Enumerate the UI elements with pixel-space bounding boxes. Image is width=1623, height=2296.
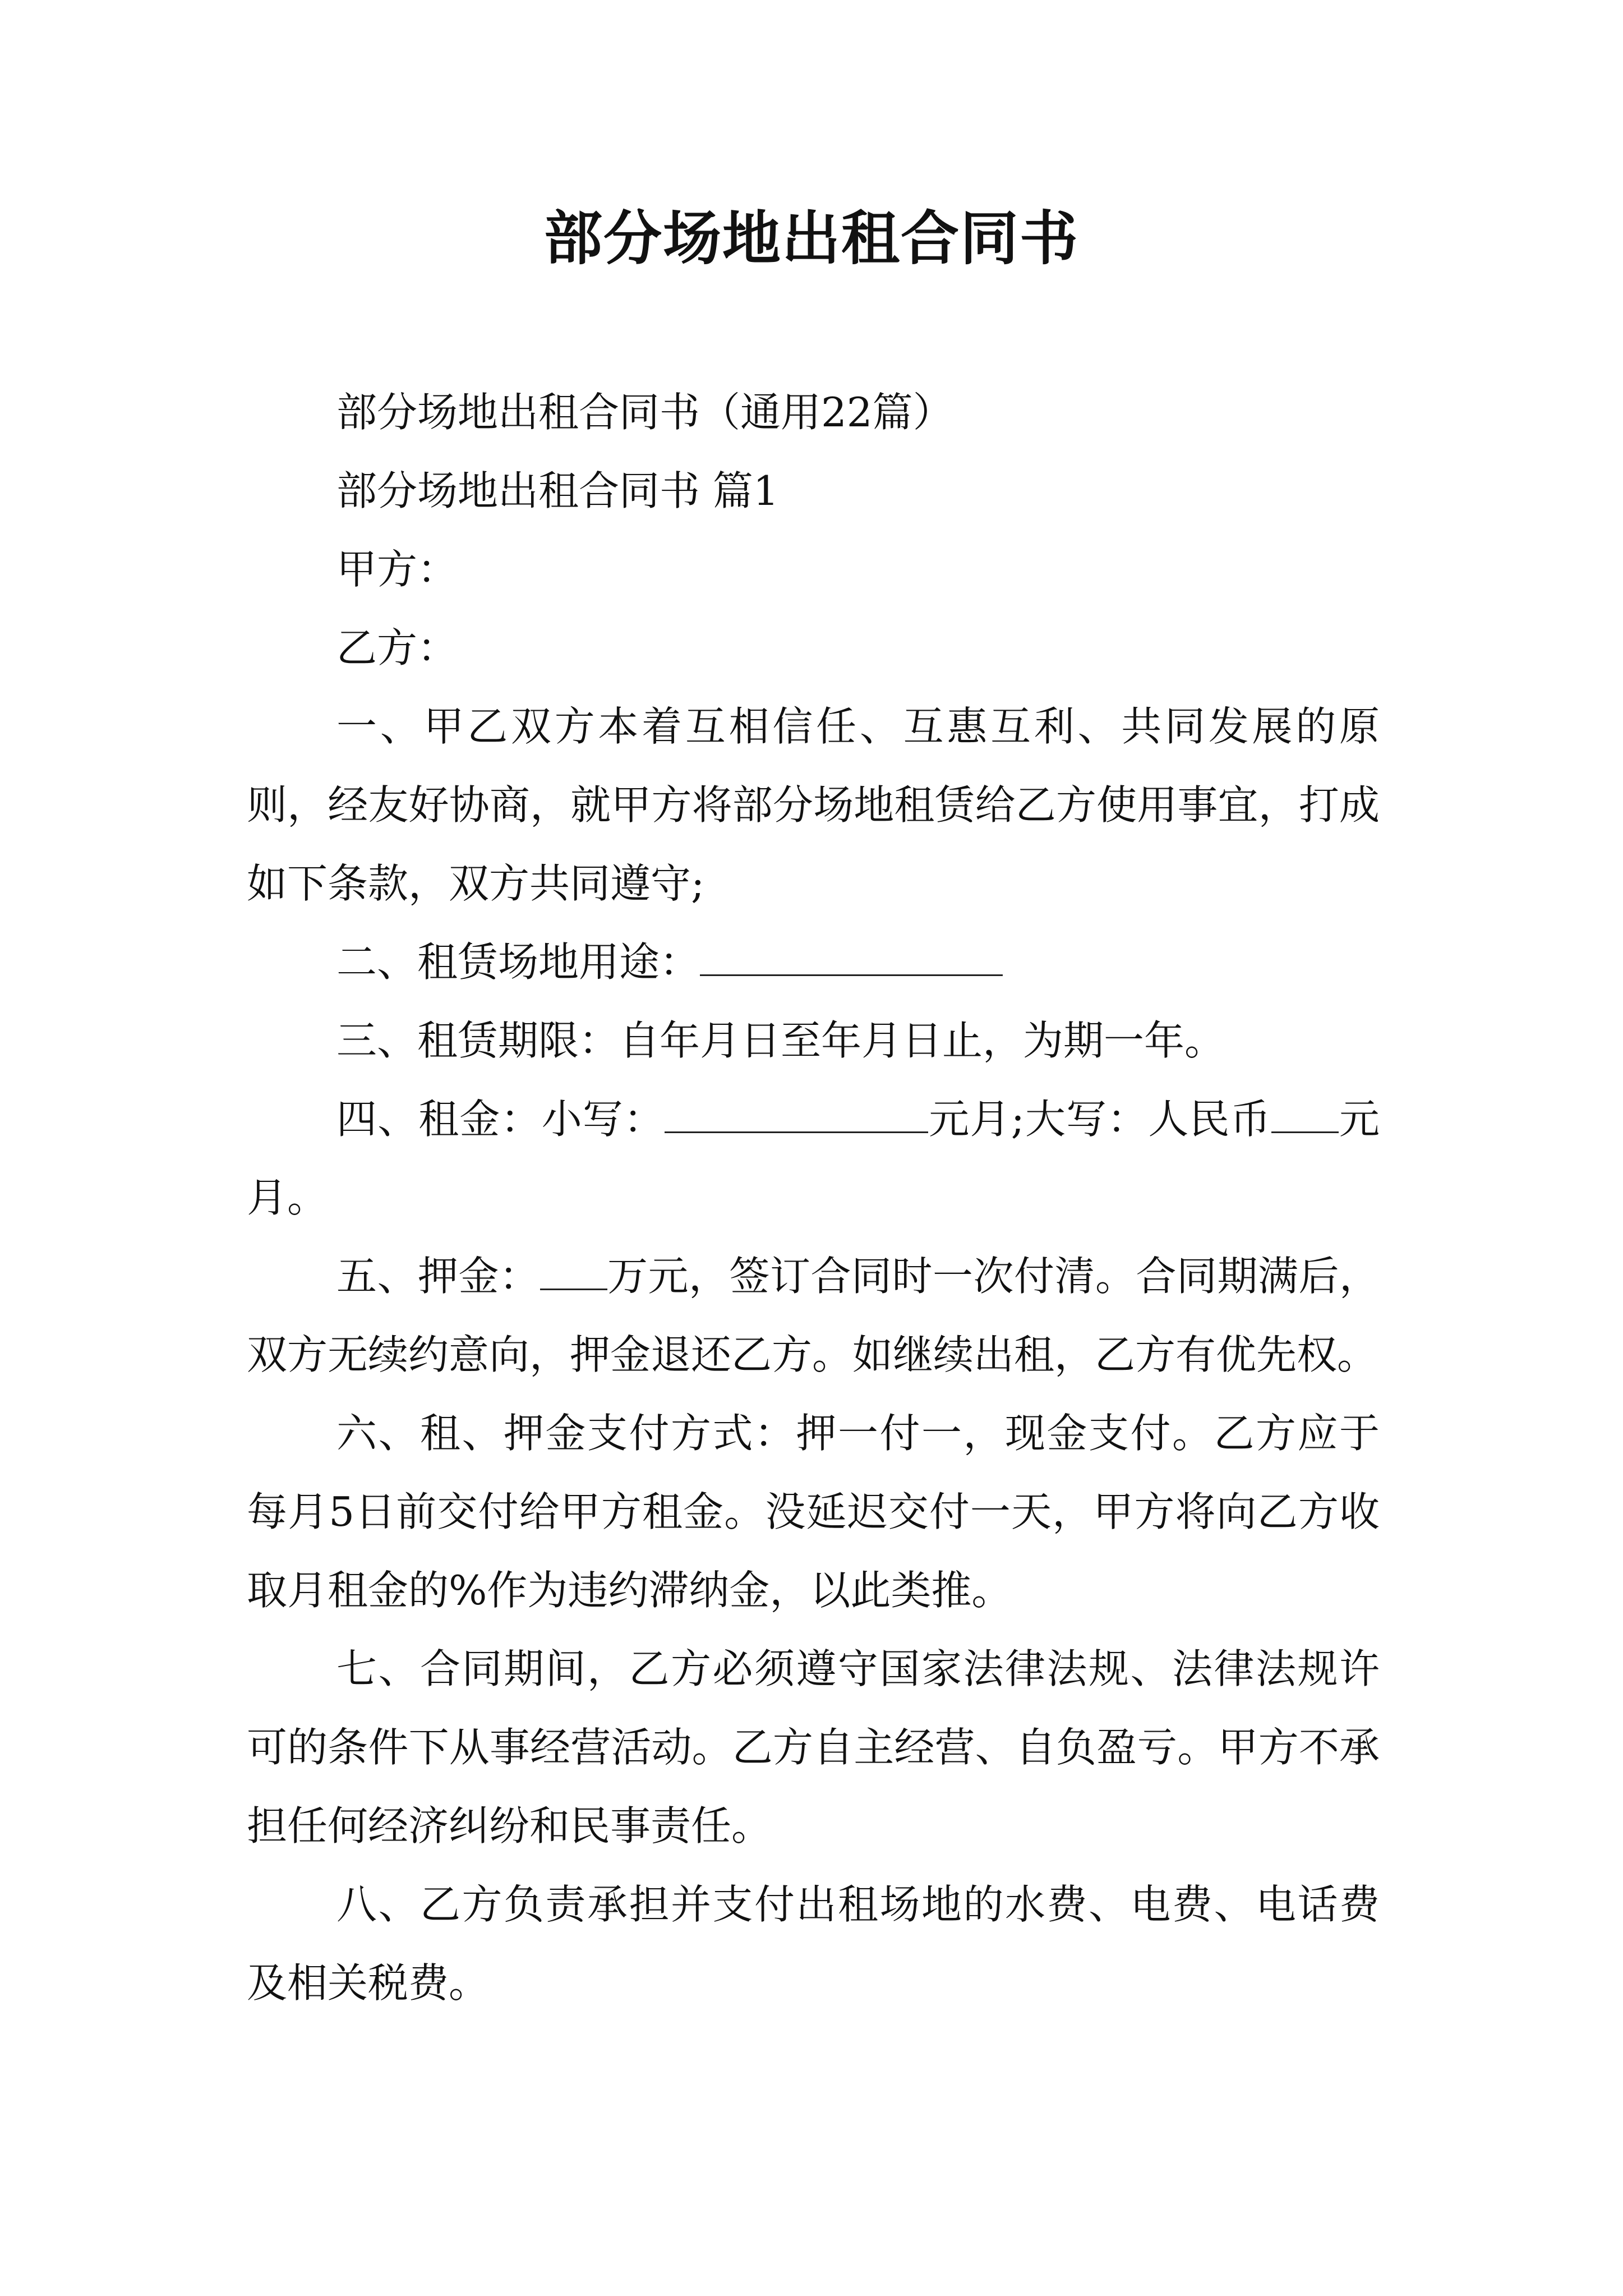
document-title: 部分场地出租合同书 [543, 204, 1079, 273]
clause-1: 一、甲乙双方本着互相信任、互惠互利、共同发展的原则，经友好协商，就甲方将部分场地租赁给乙方使用事宜，打成如下条款，双方共同遵守; [247, 703, 1380, 907]
rent-uppercase-blank [1271, 1096, 1339, 1133]
clause-4 [247, 1080, 1380, 1237]
document-body [247, 373, 1380, 2022]
deposit-blank [540, 1253, 607, 1290]
clause-4-label: 四、租金：小写： [336, 1096, 665, 1143]
usage-blank [700, 938, 1003, 976]
section-heading: 部分场地出租合同书 篇1 [336, 467, 779, 514]
clause-4-unit-2: 元月。 [247, 1096, 1380, 1221]
clause-5-rest: 万元，签订合同时一次付清。合同期满后，双方无续约意向，押金退还乙方。如继续出租，乙方有优先权。 [247, 1253, 1380, 1378]
party-a-line: 甲方： [336, 546, 458, 593]
rent-lowercase-blank [665, 1096, 928, 1133]
clause-8: 八、乙方负责承担并支付出租场地的水费、电费、电话费及相关税费。 [247, 1881, 1380, 2007]
clause-5-label: 五、押金： [336, 1253, 540, 1300]
clause-3: 三、租赁期限：自年月日至年月日止，为期一年。 [336, 1017, 1225, 1064]
clause-7: 七、合同期间，乙方必须遵守国家法律法规、法律法规许可的条件下从事经营活动。乙方自主经营、自负盈亏。甲方不承担任何经济纠纷和民事责任。 [247, 1645, 1380, 1849]
party-b-line: 乙方： [336, 624, 458, 671]
subtitle-paragraph: 部分场地出租合同书（通用22篇） [336, 389, 953, 436]
clause-2-label: 二、租赁场地用途： [336, 938, 700, 986]
clause-4-unit-1: 元月;大写：人民币 [928, 1096, 1271, 1143]
clause-5 [247, 1237, 1380, 1394]
clause-6: 六、租、押金支付方式：押一付一，现金支付。乙方应于每月5日前交付给甲方租金。没延迟交付一天，甲方将向乙方收取月租金的%作为违约滞纳金，以此类推。 [247, 1410, 1380, 1614]
clause-2 [247, 923, 1380, 1001]
